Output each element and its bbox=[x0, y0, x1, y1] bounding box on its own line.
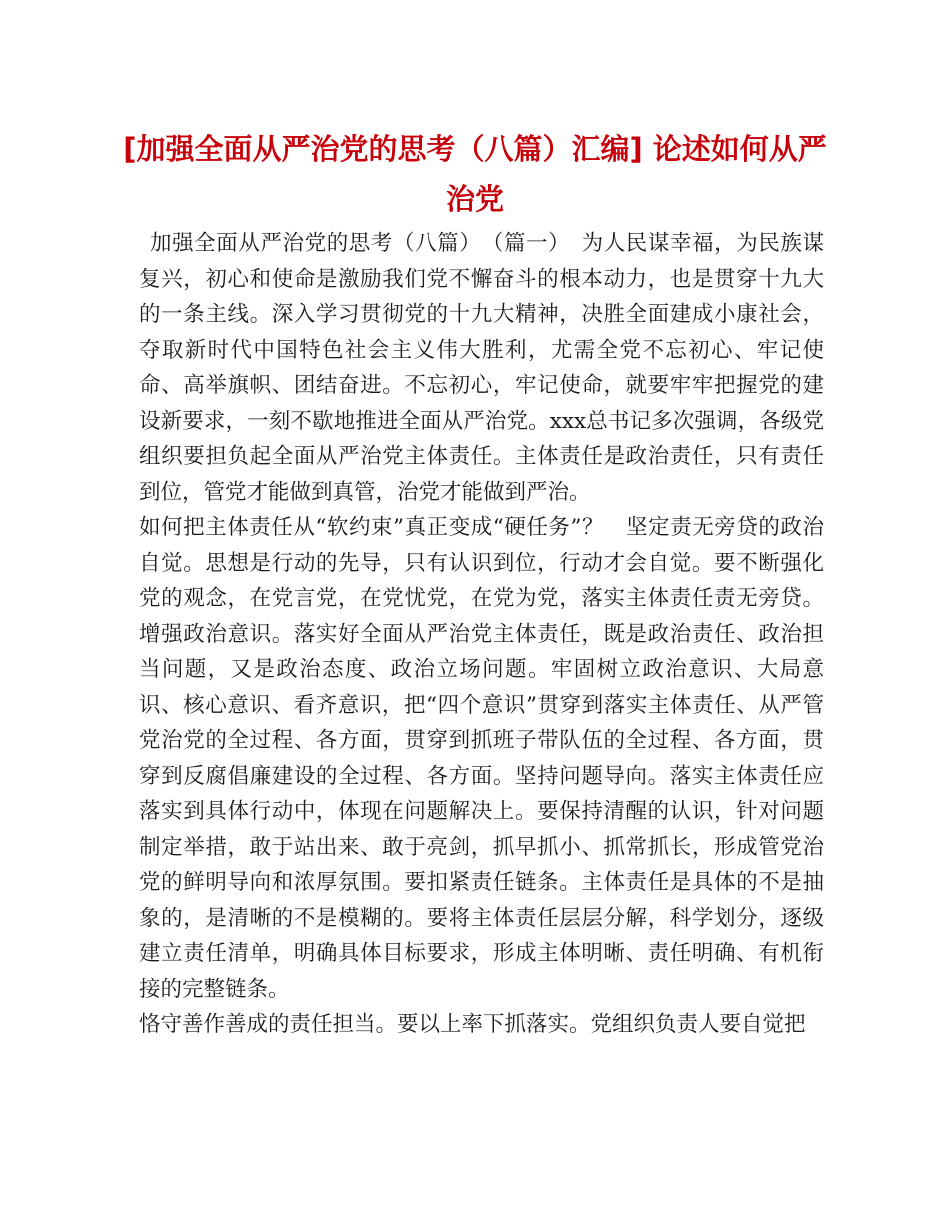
paragraph-3: 恪守善作善成的责任担当。要以上率下抓落实。党组织负责人要自觉把 bbox=[139, 1012, 806, 1037]
document-title: [加强全面从严治党的思考（八篇）汇编] 论述如何从严治党 bbox=[123, 132, 827, 216]
paragraph-2: 如何把主体责任从“软约束”真正变成“硬任务”？ 坚定责无旁贷的政治自觉。思想是行动的先导，只有认识到位，行动才会自觉。要不断强化党的观念，在党言党，在党忧党，在党为党，落实主体责任责无旁贷。增强政治意识。落实好全面从严治党主体责任，既是政治责任、政治担当问题，又是政治态度、政治立场问题。牢固树立政治意识、大局意识、核心意识、看齐意识，把“四个意识”贯穿到落实主体责任、从严管党治党的全过程、各方面，贯穿到抓班子带队伍的全过程、各方面，贯穿到反腐倡廉建设的全过程、各方面。坚持问题导向。落实主体责任应落实到具体行动中，体现在问题解决上。要保持清醒的认识，针对问题制定举措，敢于站出来、敢于亮剑，抓早抓小、抓常抓长，形成管党治党的鲜明导向和浓厚氛围。要扣紧责任链条。主体责任是具体的不是抽象的，是清晰的不是模糊的。要将主体责任层层分解，科学划分，逐级建立责任清单，明确具体目标要求，形成主体明晰、责任明确、有机衔接的完整链条。 bbox=[139, 515, 824, 1002]
document-body bbox=[139, 226, 824, 1043]
paragraph-1: 加强全面从严治党的思考（八篇） （篇一） 为人民谋幸福，为民族谋复兴，初心和使命是激励我们党不懈奋斗的根本动力，也是贯穿十九大的一条主线。深入学习贯彻党的十九大精神，决胜全面建成小康社会，夺取新时代中国特色社会主义伟大胜利，尤需全党不忘初心、牢记使命、高举旗帜、团结奋进。不忘初心，牢记使命，就要牢牢把握党的建设新要求，一刻不歇地推进全面从严治党。xxx总书记多次强调，各级党组织要担负起全面从严治党主体责任。主体责任是政治责任，只有责任到位，管党才能做到真管，治党才能做到严治。 bbox=[139, 231, 824, 505]
